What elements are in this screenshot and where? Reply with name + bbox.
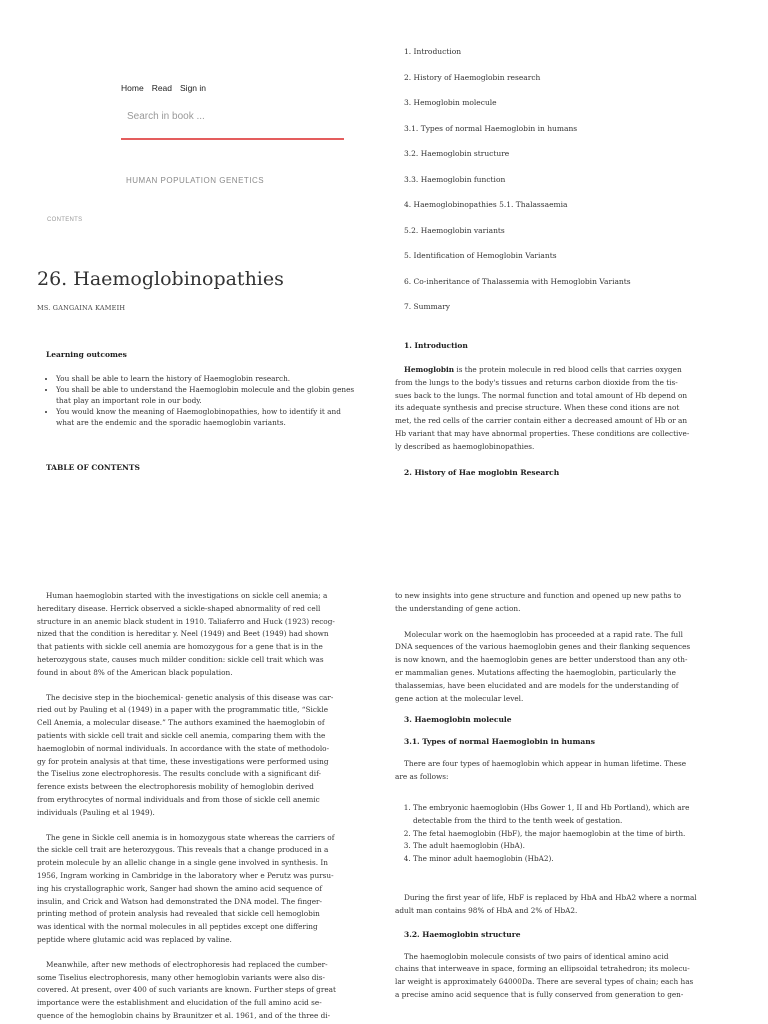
text-line: Human haemoglobin started with the investigations on sickle cell anemia; a <box>46 591 328 600</box>
text-line: quence of the hemoglobin chains by Braunitzer et al. 1961, and of the three di- <box>37 1010 331 1020</box>
text-line: sues back to the lungs. The normal function and total amount of Hb depend on <box>395 390 688 400</box>
list-item: 2. The fetal haemoglobin (HbF), the major haemoglobin at the time of birth. <box>413 828 711 841</box>
text-line: Hb variant that may have abnormal properties. These conditions are collective- <box>395 428 690 438</box>
text-line: gy for protein analysis at that time, these investigations were performed using <box>37 756 329 766</box>
text-line: The gene in Sickle cell anemia is in homozygous state whereas the carriers of <box>46 832 335 842</box>
text-line: 1956, Ingram working in Cambridge in the laboratory wher e Perutz was pursu- <box>37 870 334 880</box>
toc-heading: TABLE OF CONTENTS <box>46 463 140 472</box>
table-of-contents <box>404 47 631 328</box>
text-line: ing his crystallographic work, Sanger had shown the amino acid sequence of <box>37 883 323 893</box>
text-line: insulin, and Crick and Watson had demonstrated the DNA model. The finger- <box>37 896 322 906</box>
text-line: importance were the establishment and elucidation of the full amino acid se- <box>37 998 322 1008</box>
text-line: its adequate synthesis and precise structure. When these cond itions are not <box>395 403 680 413</box>
text-line: haemoglobin of normal individuals. In accordance with the state of methodolo- <box>37 743 330 753</box>
text-line: peptide where glutamic acid was replaced by valine. <box>37 934 232 944</box>
intro-line: is the protein molecule in red blood cells that carries oxygen <box>454 365 682 374</box>
contents-label[interactable]: CONTENTS <box>47 217 83 223</box>
text-line: hereditary disease. Herrick observed a sickle-shaped abnormality of red cell <box>37 603 321 613</box>
text-line: is now known, and the haemoglobin genes are better understood than any oth- <box>395 655 688 665</box>
intro-lead: Hemoglobin <box>404 365 455 374</box>
list-item: • You would know the meaning of Haemoglobinopathies, how to identify it and what are the endemic and the sporadic haemoglobin variants. <box>56 406 356 428</box>
text-line: There are four types of haemoglobin which appear in human lifetime. These <box>404 759 687 769</box>
book-title-link[interactable]: HUMAN POPULATION GENETICS <box>126 176 265 185</box>
text-line: nized that the condition is hereditar y. Neel (1949) and Beet (1949) had shown <box>37 629 329 639</box>
text-line: the sickle cell trait are heterozygous. This reveals that a change produced in a <box>37 845 329 855</box>
nav-signin-link[interactable]: Sign in <box>180 83 207 93</box>
toc-item[interactable]: 6. Co-inheritance of Thalassemia with Hemoglobin Variants <box>404 276 631 286</box>
text-line: structure in an anemic black student in 1910. Taliaferro and Huck (1923) recog- <box>37 616 335 626</box>
text-line: are as follows: <box>395 772 449 782</box>
toc-item[interactable]: 7. Summary <box>404 302 451 311</box>
paragraph <box>37 590 353 680</box>
text-line: the Tiselius zone electrophoresis. The results conclude with a significant dif- <box>37 769 321 779</box>
text-line: Cell Anemia, a molecular disease.” The authors examined the haemoglobin of <box>37 718 325 728</box>
toc-item[interactable]: 1. Introduction <box>404 47 462 56</box>
text-line: printing method of protein analysis had revealed that sickle cell hemoglobin <box>37 909 320 919</box>
list-item: • You shall be able to learn the history of Haemoglobin research. <box>56 373 356 384</box>
text-line: a precise amino acid sequence that is fully conserved from generation to gen- <box>395 989 684 999</box>
nav-read-link[interactable]: Read <box>151 83 173 93</box>
toc-item[interactable]: 5.2. Haemoglobin variants <box>404 225 505 235</box>
paragraph <box>395 892 711 918</box>
text-line: adult man contains 98% of HbA and 2% of HbA2. <box>395 905 578 915</box>
right-column <box>395 590 711 1002</box>
chapter-author: MS. GANGAINA KAMEIH <box>37 304 126 312</box>
text-line: chains that interweave in space, forming an ellipsoidal tetrahedron; its molecu- <box>395 964 690 974</box>
text-line: heterozygous state, causes much milder condition: sickle cell trait which was <box>37 654 324 664</box>
list-line: detectable from the third to the tenth week of gestation. <box>413 815 623 825</box>
top-nav <box>121 83 214 93</box>
text-line: from erythrocytes of normal individuals and from those of sickle cell anemic <box>37 794 320 804</box>
search-box <box>121 98 344 140</box>
text-line: some Tiselius electrophoresis, many other hemoglobin variants were also dis- <box>37 972 325 982</box>
haemoglobin-types-list <box>395 802 711 866</box>
text-line: that patients with sickle cell anemia are homozygous for a gene that is in the <box>37 642 323 652</box>
nav-home-link[interactable]: Home <box>121 83 144 93</box>
text-line: covered. At present, over 400 of such variants are known. Further steps of great <box>37 985 336 995</box>
text-line: met, the red cells of the carrier contain either a decreased amount of Hb or an <box>395 416 688 426</box>
search-input[interactable] <box>121 98 356 134</box>
text-line: ly described as haemoglobinopathies. <box>395 441 535 451</box>
text-line: Molecular work on the haemoglobin has proceeded at a rapid rate. The full <box>404 629 683 639</box>
toc-item[interactable]: 2. History of Haemoglobin research <box>404 72 541 82</box>
list-line: The embryonic haemoglobin (Hbs Gower 1, II and Hb Portland), which are <box>413 802 690 812</box>
list-item: 3. The adult haemoglobin (HbA). <box>413 840 711 853</box>
section-heading: 3.1. Types of normal Haemoglobin in humans <box>404 737 595 747</box>
text-line: Meanwhile, after new methods of electrophoresis had replaced the cumber- <box>46 959 328 969</box>
toc-item[interactable]: 3.3. Haemoglobin function <box>404 174 506 184</box>
text-line: from the lungs to the body's tissues and returns carbon dioxide from the tis- <box>395 377 678 387</box>
text-line: was identical with the normal molecules in all peptides except one differing <box>37 922 318 932</box>
list-item: • You shall be able to understand the Haemoglobin molecule and the globin genes that play an important role in our body. <box>56 384 356 406</box>
text-line: individuals (Pauling et al 1949). <box>37 807 155 817</box>
toc-item[interactable]: 3.1. Types of normal Haemoglobin in humans <box>404 123 578 133</box>
paragraph <box>395 629 711 706</box>
list-item: 4. The minor adult haemoglobin (HbA2). <box>413 853 711 866</box>
toc-item[interactable]: 5. Identification of Hemoglobin Variants <box>404 251 557 260</box>
toc-item[interactable]: 4. Haemoglobinopathies 5.1. Thalassaemia <box>404 200 568 209</box>
text-line: The haemoglobin molecule consists of two pairs of identical amino acid <box>404 951 669 961</box>
text-line: lar weight is approximately 64000Da. There are several types of chain; each has <box>395 977 694 987</box>
paragraph <box>37 959 353 1023</box>
paragraph <box>37 832 353 947</box>
text-line: thalassemias, have been elucidated and are models for the understanding of <box>395 680 679 690</box>
toc-item[interactable]: 3.2. Haemoglobin structure <box>404 149 510 158</box>
text-line: gene action at the molecular level. <box>395 693 524 703</box>
left-column <box>37 590 353 1023</box>
toc-item[interactable]: 3. Hemoglobin molecule <box>404 98 497 107</box>
list-item <box>413 802 711 828</box>
text-line <box>395 364 711 377</box>
text-line: ried out by Pauling et al (1949) in a paper with the programmatic title, “Sickle <box>37 705 329 715</box>
text-line: er mammalian genes. Mutations affecting the haemoglobin, particularly the <box>395 667 676 677</box>
paragraph <box>37 692 353 820</box>
text-line: found in about 8% of the American black population. <box>37 667 233 677</box>
intro-paragraph <box>395 364 711 454</box>
text-line: protein molecule by an allelic change in a single gene involved in synthesis. In <box>37 858 328 868</box>
paragraph <box>395 758 711 784</box>
paragraph <box>395 951 711 1002</box>
learning-outcomes-list <box>46 373 356 428</box>
history-heading: 2. History of Hae moglobin Research <box>404 468 560 477</box>
section-heading: 3. Haemoglobin molecule <box>404 715 512 725</box>
intro-heading: 1. Introduction <box>404 341 468 350</box>
text-line: the understanding of gene action. <box>395 603 521 613</box>
section-heading: 3.2. Haemoglobin structure <box>404 929 521 939</box>
learning-outcomes-heading: Learning outcomes <box>46 350 127 359</box>
text-line: to new insights into gene structure and function and opened up new paths to <box>395 591 682 600</box>
text-line: DNA sequences of the various haemoglobin genes and their flanking sequences <box>395 642 691 652</box>
text-line: The decisive step in the biochemical- genetic analysis of this disease was car- <box>46 692 334 702</box>
chapter-title: 26. Haemoglobinopathies <box>37 268 284 290</box>
paragraph <box>395 590 711 616</box>
text-line: ference exists between the electrophoresis mobility of hemoglobin derived <box>37 782 314 792</box>
text-line: During the first year of life, HbF is replaced by HbA and HbA2 where a normal <box>404 892 697 902</box>
text-line: patients with sickle cell trait and sickle cell anemia, comparing them with the <box>37 730 326 740</box>
